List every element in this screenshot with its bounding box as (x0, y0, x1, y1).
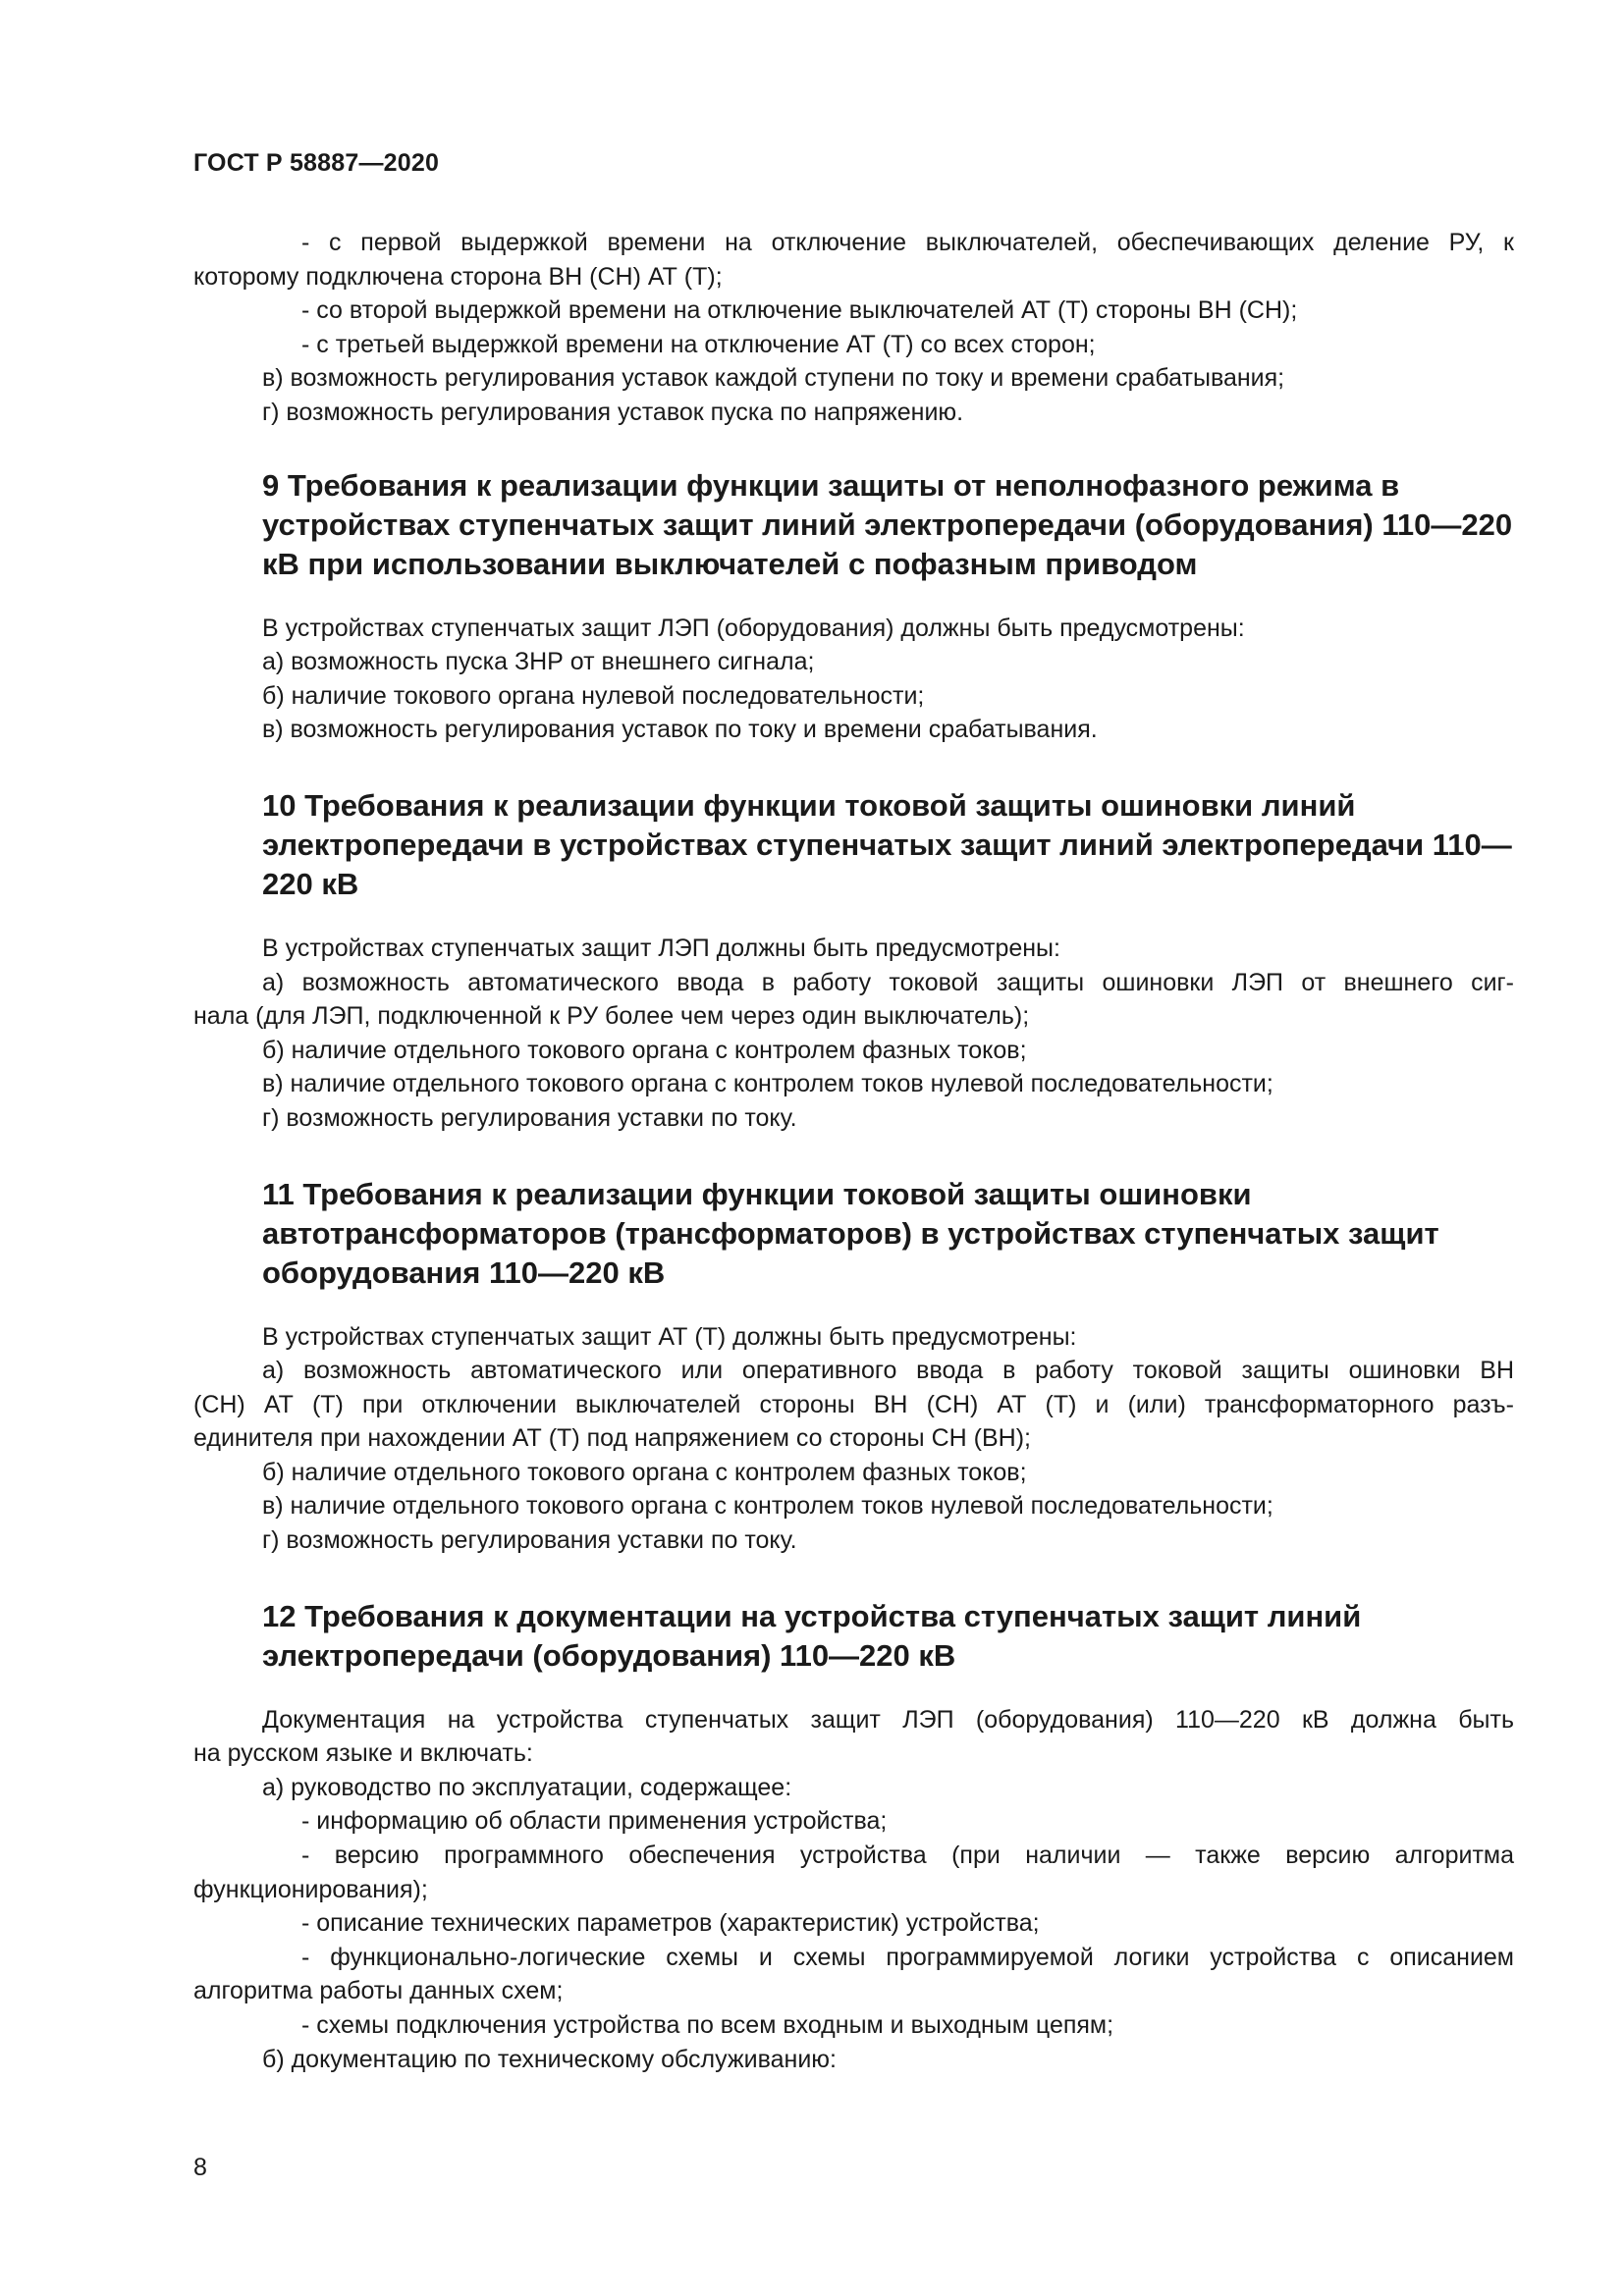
section-11-item-v: в) наличие отдельного токового органа с контролем токов нулевой последовательности; (262, 1492, 1273, 1521)
section-12-dash-3: - описание технических параметров (характеристик) устройства; (301, 1909, 1040, 1938)
document-code-header: ГОСТ Р 58887—2020 (193, 149, 440, 177)
section-10-heading: 10 Требования к реализации функции токовой защиты ошиновки линий электропередачи в устройствах ступенчатых защит линий электропередачи 110—220 кВ (262, 787, 1512, 901)
intro-item-g: г) возможность регулирования уставок пуска по напряжению. (262, 398, 964, 426)
section-12-item-b: б) документацию по техническому обслуживанию: (262, 2045, 837, 2073)
section-12-item-a: а) руководство по эксплуатации, содержащее: (262, 1773, 792, 1801)
section-12-dash-4-line-1: - функционально-логические схемы и схемы программируемой логики устройства с описанием (301, 1943, 1514, 1971)
section-9-item-b: б) наличие токового органа нулевой последовательности; (262, 681, 925, 710)
section-11-item-a-line-1: а) возможность автоматического или оперативного ввода в работу токовой защиты ошиновки ВН (262, 1357, 1514, 1385)
section-9-lead: В устройствах ступенчатых защит ЛЭП (оборудования) должны быть предусмотрены: (262, 614, 1245, 642)
section-10-lead: В устройствах ступенчатых защит ЛЭП должны быть предусмотрены: (262, 934, 1060, 962)
section-11-heading: 11 Требования к реализации функции токовой защиты ошиновки автотрансформаторов (трансформаторов) в устройствах ступенчатых защит оборудования 110—220 кВ (262, 1176, 1439, 1290)
section-12-dash-4-line-2: алгоритма работы данных схем; (193, 1977, 564, 2005)
page-number: 8 (193, 2154, 207, 2181)
intro-dash-2: - со второй выдержкой времени на отключение выключателей АТ (Т) стороны ВН (СН); (301, 296, 1298, 325)
page-body (193, 226, 1514, 2076)
section-12-dash-1: - информацию об области применения устройства; (301, 1807, 888, 1836)
section-10-item-a-line-2: нала (для ЛЭП, подключенной к РУ более чем через один выключатель); (193, 1002, 1030, 1031)
section-11-item-g: г) возможность регулирования уставки по току. (262, 1526, 797, 1555)
section-11-lead: В устройствах ступенчатых защит АТ (Т) должны быть предусмотрены: (262, 1322, 1077, 1351)
section-11-item-b: б) наличие отдельного токового органа с контролем фазных токов; (262, 1458, 1027, 1486)
section-12-dash-5: - схемы подключения устройства по всем входным и выходным цепям; (301, 2011, 1114, 2039)
section-11-item-a-line-2: (СН) АТ (Т) при отключении выключателей стороны ВН (СН) АТ (Т) и (или) трансформаторного разъ- (193, 1390, 1514, 1418)
section-9-item-a: а) возможность пуска ЗНР от внешнего сигнала; (262, 648, 815, 676)
section-12-lead-line-2: на русском языке и включать: (193, 1739, 533, 1768)
section-10-item-a-line-1: а) возможность автоматического ввода в работу токовой защиты ошиновки ЛЭП от внешнего сиг- (262, 968, 1514, 996)
section-12-heading: 12 Требования к документации на устройства ступенчатых защит линий электропередачи (оборудования) 110—220 кВ (262, 1598, 1362, 1673)
section-11-item-a-line-3: единителя при нахождении АТ (Т) под напряжением со стороны СН (ВН); (193, 1424, 1031, 1453)
section-10-item-b: б) наличие отдельного токового органа с контролем фазных токов; (262, 1036, 1027, 1064)
section-12-dash-2-line-1: - версию программного обеспечения устройства (при наличии — также версию алгоритма (301, 1842, 1514, 1870)
section-12-lead-line-1: Документация на устройства ступенчатых защит ЛЭП (оборудования) 110—220 кВ должна быть (262, 1705, 1514, 1734)
intro-dash-1-line-1: - с первой выдержкой времени на отключение выключателей, обеспечивающих деление РУ, к (301, 229, 1514, 256)
intro-item-v: в) возможность регулирования уставок каждой ступени по току и времени срабатывания; (262, 364, 1285, 393)
section-12-dash-2-line-2: функционирования); (193, 1875, 428, 1903)
intro-dash-1-line-2: которому подключена сторона ВН (СН) АТ (Т); (193, 262, 723, 291)
section-10-item-v: в) наличие отдельного токового органа с контролем токов нулевой последовательности; (262, 1070, 1273, 1098)
intro-dash-3: - с третьей выдержкой времени на отключение АТ (Т) со всех сторон; (301, 330, 1096, 358)
section-9-item-v: в) возможность регулирования уставок по току и времени срабатывания. (262, 716, 1098, 744)
section-10-item-g: г) возможность регулирования уставки по току. (262, 1103, 797, 1132)
section-9-heading: 9 Требования к реализации функции защиты от неполнофазного режима в устройствах ступенчатых защит линий электропередачи (оборудования) 110—220 кВ при использовании выключателей с пофазным приводом (262, 467, 1513, 581)
